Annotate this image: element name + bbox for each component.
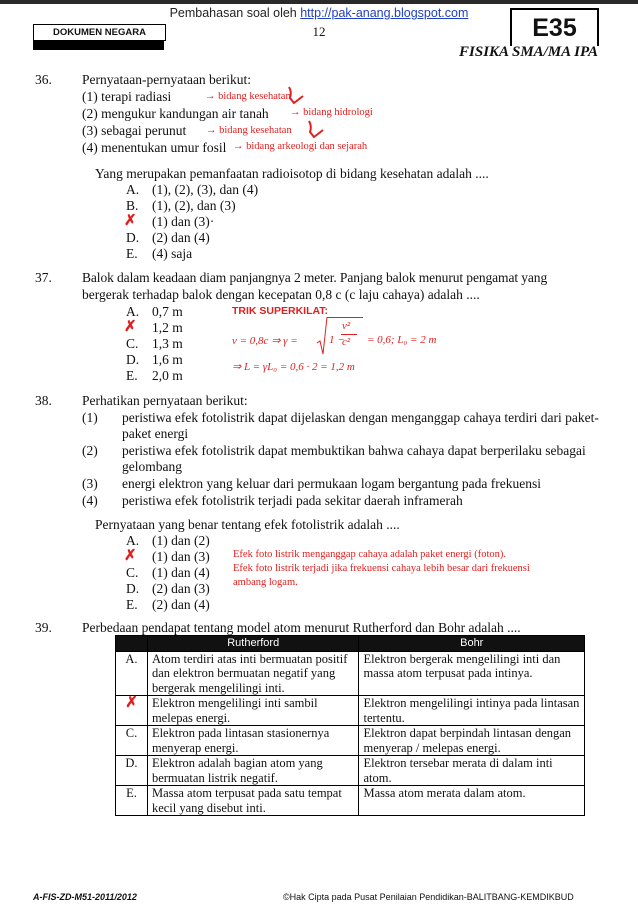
answer-cross-icon: ✗ bbox=[124, 319, 137, 335]
q36-option-letter: A. bbox=[126, 182, 140, 197]
option-letter: C. bbox=[116, 726, 148, 756]
q36-option-text: (1), (2), dan (3) bbox=[152, 198, 236, 213]
q36-question: Yang merupakan pemanfaatan radioisotop di bidang kesehatan adalah .... bbox=[95, 166, 489, 181]
q36-statement-2: (2) mengukur kandungan air tanah bbox=[82, 106, 269, 121]
q37-option-text: 0,7 m bbox=[152, 304, 183, 319]
q36-option-text: (4) saja bbox=[152, 246, 193, 261]
q37-line-1: Balok dalam keadaan diam panjangnya 2 meter. Panjang balok menurut pengamat yang bbox=[82, 270, 548, 285]
option-letter: E. bbox=[116, 786, 148, 816]
bohr-cell: Elektron tersebar merata di dalam inti atom. bbox=[359, 756, 585, 786]
doc-label-bar bbox=[33, 40, 164, 50]
q38-statement-text: peristiwa efek fotolistrik dapat dijelaskan dengan menganggap cahaya terdiri dari paket-paket energi bbox=[122, 410, 599, 441]
table-row bbox=[116, 651, 585, 696]
fraction-bar bbox=[341, 334, 357, 335]
formula-line-2: ⇒ L = γL₀ = 0,6 · 2 = 1,2 m bbox=[232, 361, 355, 373]
q38-option-letter: C. bbox=[126, 565, 139, 580]
answer-cross-icon: ✗ bbox=[124, 548, 137, 564]
option-letter bbox=[116, 696, 148, 726]
q36-statement-1: (1) terapi radiasi bbox=[82, 89, 172, 104]
q38-option-text: (2) dan (3) bbox=[152, 581, 210, 596]
q39-number: 39. bbox=[35, 620, 52, 635]
q38-statement-text: energi elektron yang keluar dari permukaan logam bergantung pada frekuensi bbox=[122, 476, 541, 491]
q38-statement-text: peristiwa efek fotolistrik terjadi pada sekitar daerah inframerah bbox=[122, 493, 463, 508]
q37-option-text: 2,0 m bbox=[152, 368, 183, 383]
footer-copyright: ©Hak Cipta pada Pusat Penilaian Pendidikan-BALITBANG-KEMDIKBUD bbox=[283, 892, 574, 902]
q36-option-text: (1) dan (3)· bbox=[152, 214, 215, 229]
answer-cross-icon: ✗ bbox=[124, 213, 137, 229]
q38-option-text: (1) dan (4) bbox=[152, 565, 210, 580]
q37-option-letter: D. bbox=[126, 352, 140, 367]
option-letter: D. bbox=[116, 756, 148, 786]
q38-option-text: (1) dan (3) bbox=[152, 549, 210, 564]
q38-number: 38. bbox=[35, 393, 52, 408]
table-row bbox=[116, 786, 585, 816]
q37-option-letter: A. bbox=[126, 304, 140, 319]
q38-question: Pernyataan yang benar tentang efek fotolistrik adalah .... bbox=[95, 517, 400, 532]
q37-line-2: bergerak terhadap balok dengan kecepatan 0,8 c (c laju cahaya) adalah .... bbox=[82, 287, 480, 302]
q38-statement-num: (1) bbox=[82, 410, 98, 425]
q37-number: 37. bbox=[35, 270, 52, 285]
q38-option-text: (2) dan (4) bbox=[152, 597, 210, 612]
table-row bbox=[116, 726, 585, 756]
page-number: 12 bbox=[312, 24, 326, 39]
q38-statement-num: (4) bbox=[82, 493, 98, 508]
footer-code: A-FIS-ZD-M51-2011/2012 bbox=[33, 892, 137, 902]
rutherford-bohr-table bbox=[115, 635, 585, 816]
check-mark-icon bbox=[286, 84, 306, 106]
q36-option-letter: E. bbox=[126, 246, 138, 261]
q36-option-letter: B. bbox=[126, 198, 139, 213]
header-rutherford: Rutherford bbox=[147, 636, 359, 652]
formula-denominator: c² bbox=[342, 336, 351, 348]
table-row bbox=[116, 696, 585, 726]
formula-root: 1 − bbox=[329, 334, 345, 346]
rutherford-cell: Atom terdiri atas inti bermuatan positif dan elektron bermuatan negatif yang bergerak mengelilingi inti. bbox=[147, 651, 359, 696]
q38-note-3: ambang logam. bbox=[233, 577, 298, 588]
q37-option-letter: C. bbox=[126, 336, 139, 351]
sqrt-sign-icon bbox=[316, 316, 328, 356]
q36-option-letter: D. bbox=[126, 230, 140, 245]
doc-label: DOKUMEN NEGARA bbox=[33, 24, 166, 41]
q36-number: 36. bbox=[35, 72, 52, 87]
q36-option-text: (1), (2), (3), dan (4) bbox=[152, 182, 259, 197]
q37-option-letter: E. bbox=[126, 368, 138, 383]
q38-option-letter: E. bbox=[126, 597, 138, 612]
q36-note-4: → bidang arkeologi dan sejarah bbox=[233, 141, 368, 152]
rutherford-cell: Elektron pada lintasan stasionernya menyerap energi. bbox=[147, 726, 359, 756]
rutherford-cell: Elektron adalah bagian atom yang bermuatan listrik negatif. bbox=[147, 756, 359, 786]
top-rule bbox=[0, 0, 638, 4]
formula-left: v = 0,8c ⇒ γ = bbox=[232, 335, 298, 347]
q38-option-letter: D. bbox=[126, 581, 140, 596]
table-header-row bbox=[116, 636, 585, 652]
bohr-cell: Elektron mengelilingi intinya pada lintasan tertentu. bbox=[359, 696, 585, 726]
q38-statement-num: (2) bbox=[82, 443, 98, 458]
q38-option-letter: A. bbox=[126, 533, 140, 548]
q38-stem: Perhatikan pernyataan berikut: bbox=[82, 393, 248, 408]
check-mark-icon bbox=[306, 118, 326, 140]
q36-option-text: (2) dan (4) bbox=[152, 230, 210, 245]
q38-note-1: Efek foto listrik menganggap cahaya adalah paket energi (foton). bbox=[233, 549, 506, 560]
header-blank bbox=[116, 636, 148, 652]
q36-note-3: → bidang kesehatan bbox=[206, 125, 292, 136]
subject-title: FISIKA SMA/MA IPA bbox=[459, 44, 598, 60]
q38-note-2: Efek foto listrik terjadi jika frekuensi cahaya lebih besar dari frekuensi bbox=[233, 563, 530, 574]
source-link[interactable]: http://pak-anang.blogspot.com bbox=[300, 6, 469, 20]
q38-option-text: (1) dan (2) bbox=[152, 533, 210, 548]
q37-option-text: 1,2 m bbox=[152, 320, 183, 335]
bohr-cell: Elektron bergerak mengelilingi inti dan massa atom terpusat pada intinya. bbox=[359, 651, 585, 696]
table-row bbox=[116, 756, 585, 786]
rutherford-cell: Elektron mengelilingi inti sambil melepas energi. bbox=[147, 696, 359, 726]
q39-question: Perbedaan pendapat tentang model atom menurut Rutherford dan Bohr adalah .... bbox=[82, 620, 521, 635]
q36-note-2: → bidang hidrologi bbox=[290, 107, 373, 118]
bohr-cell: Elektron dapat berpindah lintasan dengan menyerap / melepas energi. bbox=[359, 726, 585, 756]
rutherford-cell: Massa atom terpusat pada satu tempat kecil yang disebut inti. bbox=[147, 786, 359, 816]
q36-statement-4: (4) menentukan umur fosil bbox=[82, 140, 227, 155]
q36-statement-3: (3) sebagai perunut bbox=[82, 123, 187, 138]
bohr-cell: Massa atom merata dalam atom. bbox=[359, 786, 585, 816]
exam-code: E35 bbox=[510, 8, 599, 46]
answer-cross-icon: ✗ bbox=[125, 695, 138, 711]
formula-right: = 0,6; L₀ = 2 m bbox=[367, 334, 437, 346]
q37-option-text: 1,3 m bbox=[152, 336, 183, 351]
formula-numerator: v² bbox=[342, 320, 351, 332]
q36-stem: Pernyataan-pernyataan berikut: bbox=[82, 72, 252, 87]
q36-note-1: → bidang kesehatan bbox=[205, 91, 291, 102]
trick-title: TRIK SUPERKILAT: bbox=[232, 305, 329, 317]
q37-option-text: 1,6 m bbox=[152, 352, 183, 367]
q38-statement-num: (3) bbox=[82, 476, 98, 491]
option-letter: A. bbox=[116, 651, 148, 696]
q38-statement-text: peristiwa efek fotolistrik dapat membuktikan bahwa cahaya dapat berperilaku sebagai gelombang bbox=[122, 443, 586, 474]
sqrt-bar bbox=[327, 317, 363, 318]
header-bohr: Bohr bbox=[359, 636, 585, 652]
source-prefix: Pembahasan soal oleh bbox=[169, 6, 301, 20]
